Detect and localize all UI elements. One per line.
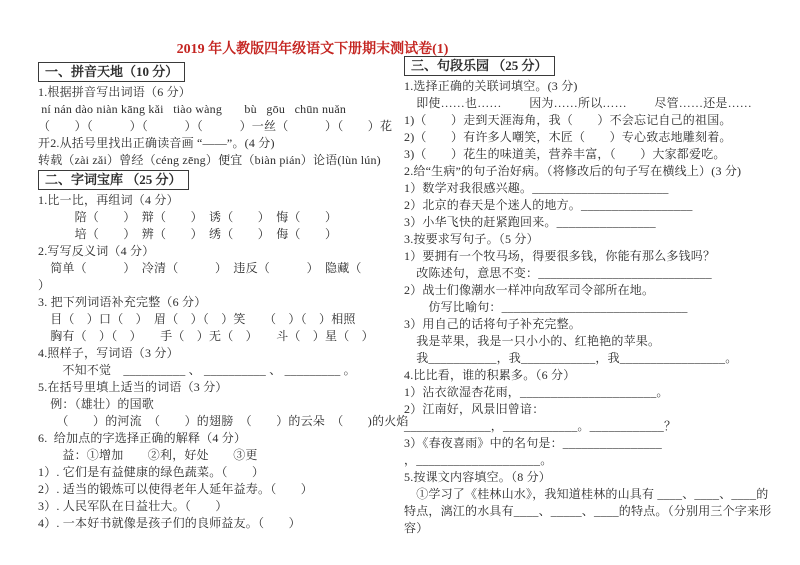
choices-line: 即使……也…… 因为……所以…… 尽管……还是…… bbox=[404, 96, 753, 110]
answer-blank-line: 3)（ ）花生的味道美，营养丰富，（ ）大家都爱吃。 bbox=[404, 147, 726, 161]
answer-blank-line: 1）沾衣欲湿杏花雨，______________________。 bbox=[404, 385, 669, 399]
answer-blank-line: 1）数学对我很感兴趣。______________________ bbox=[404, 181, 669, 195]
question-line: 1.选择正确的关联词填空。(3 分) bbox=[404, 79, 578, 93]
question-line: 3）用自己的话将句子补充完整。 bbox=[404, 317, 582, 331]
section-header-words: 二、字词宝库 （25 分） bbox=[38, 170, 189, 190]
question-line: 开2.从括号里找出正确读音画 “——”。(4 分) bbox=[38, 136, 275, 150]
left-column bbox=[38, 61, 410, 532]
answer-blank-line: ______________，____________。____________？ bbox=[404, 419, 677, 433]
question-line: 1.根据拼音写出词语（6 分） bbox=[38, 85, 192, 99]
question-line: 3）. 人民军队在日益壮大。（ ） bbox=[38, 499, 228, 513]
answer-blank-line: 培（ ） 辨（ ） 绣（ ） 侮（ ） bbox=[38, 227, 338, 241]
question-line: 转载（zài zǎi）曾经（céng zēng）便宜（biàn pián）论语(lùn lún) bbox=[38, 153, 381, 167]
question-line: 1）. 它们是有益健康的绿色蔬菜。（ ） bbox=[38, 465, 265, 479]
question-line: 2）江南好，风景旧曾谙： bbox=[404, 402, 545, 416]
answer-blank-line: （ ）的河流 （ ）的翅膀 （ ）的云朵 （ )的火焰 bbox=[38, 414, 409, 428]
answer-blank-line: 3）《春夜喜雨》中的名句是：________________ bbox=[404, 436, 663, 450]
question-line: 5.在括号里填上适当的词语（3 分） bbox=[38, 380, 228, 394]
question-line: 2.写写反义词（4 分） bbox=[38, 244, 155, 258]
answer-blank-line: 陪（ ） 辩（ ） 诱（ ） 悔（ ） bbox=[38, 210, 338, 224]
question-line: 3. 把下列词语补充完整（6 分） bbox=[38, 295, 207, 309]
question-line: 4.照样子，写词语（3 分） bbox=[38, 346, 179, 360]
answer-blank-line: 简单（ ） 冷清（ ） 违反（ ） 隐藏（ bbox=[38, 261, 362, 275]
pinyin-line: ní nán dào niàn kāng kǎi tiào wàng bù gōu chūn nuǎn bbox=[38, 102, 347, 116]
question-line: 2）. 适当的锻炼可以使得老年人延年益寿。（ ） bbox=[38, 482, 314, 496]
question-line: 容） bbox=[404, 521, 429, 535]
question-line: 1）要拥有一个牧马场，得要很多钱，你能有那么多钱吗？ bbox=[404, 249, 716, 263]
question-line: 1.比一比，再组词（4 分） bbox=[38, 193, 179, 207]
question-line: 6. 给加点的字选择正确的解释（4 分） bbox=[38, 431, 247, 445]
answer-blank-line: 2)（ ）有许多人嘲笑，木匠（ ）专心致志地雕刻着。 bbox=[404, 130, 732, 144]
answer-blank-line: 3）小华飞快的赶紧跑回来。________________ bbox=[404, 215, 656, 229]
question-line: 4.比比看，谁的积累多。（6 分） bbox=[404, 368, 576, 382]
answer-blank-line: 目（ ）口（ ） 眉（ ）（ ）笑 （ ）（ ）相照 bbox=[38, 312, 356, 326]
answer-blank-line: 改陈述句，意思不变：____________________________ bbox=[404, 266, 712, 280]
answer-blank-line: （ ）（ ）（ ）（ ）一丝（ ）（ ）花 bbox=[38, 119, 393, 133]
page-title: 2019 年人教版四年级语文下册期末测试卷(1) bbox=[176, 42, 449, 57]
question-line: 2.给“生病”的句子治好病。（将修改后的句子写在横线上）(3 分) bbox=[404, 164, 742, 178]
question-line: 4）. 一本好书就像是孩子们的良师益友。（ ） bbox=[38, 516, 301, 530]
answer-blank-line: 仿写比喻句：______________________________ bbox=[404, 300, 688, 314]
question-line: 5.按课文内容填空。（8 分） bbox=[404, 470, 552, 484]
section-header-pinyin: 一、拼音天地（10 分） bbox=[38, 62, 185, 82]
answer-blank-line: 我___________，我____________，我_________________。 bbox=[404, 351, 738, 365]
answer-blank-line: 胸有（ ）（ ） 手（ ）无（ ） 斗（ ）星（ ） bbox=[38, 329, 374, 343]
choices-line: 益：①增加 ②利，好处 ③更 bbox=[38, 448, 258, 462]
question-line: 2）战士们像潮水一样冲向敌军司令部所在地。 bbox=[404, 283, 655, 297]
answer-blank-line: ，____________________。 bbox=[404, 453, 553, 467]
example-line: 例：（雄壮）的国歌 bbox=[38, 397, 155, 411]
question-line: 特点，漓江的水具有____、_____、____的特点。（分别用三个字来形 bbox=[404, 504, 772, 518]
right-column bbox=[404, 55, 796, 537]
question-line: 3.按要求写句子。（5 分） bbox=[404, 232, 539, 246]
answer-blank-line: 不知不觉 __________ 、 __________ 、 _________ 。 bbox=[38, 363, 356, 377]
answer-blank-line: ） bbox=[38, 278, 51, 292]
answer-blank-line: 2）北京的春天是个迷人的地方。__________________ bbox=[404, 198, 693, 212]
example-line: 我是苹果，我是一只小小的、红艳艳的苹果。 bbox=[404, 334, 661, 348]
question-line: ①学习了《桂林山水》，我知道桂林的山具有 ____、____、____的 bbox=[404, 487, 769, 501]
section-header-sentences: 三、句段乐园 （25 分） bbox=[404, 56, 555, 76]
answer-blank-line: 1)（ ）走到天涯海角，我（ ）不会忘记自己的祖国。 bbox=[404, 113, 732, 127]
